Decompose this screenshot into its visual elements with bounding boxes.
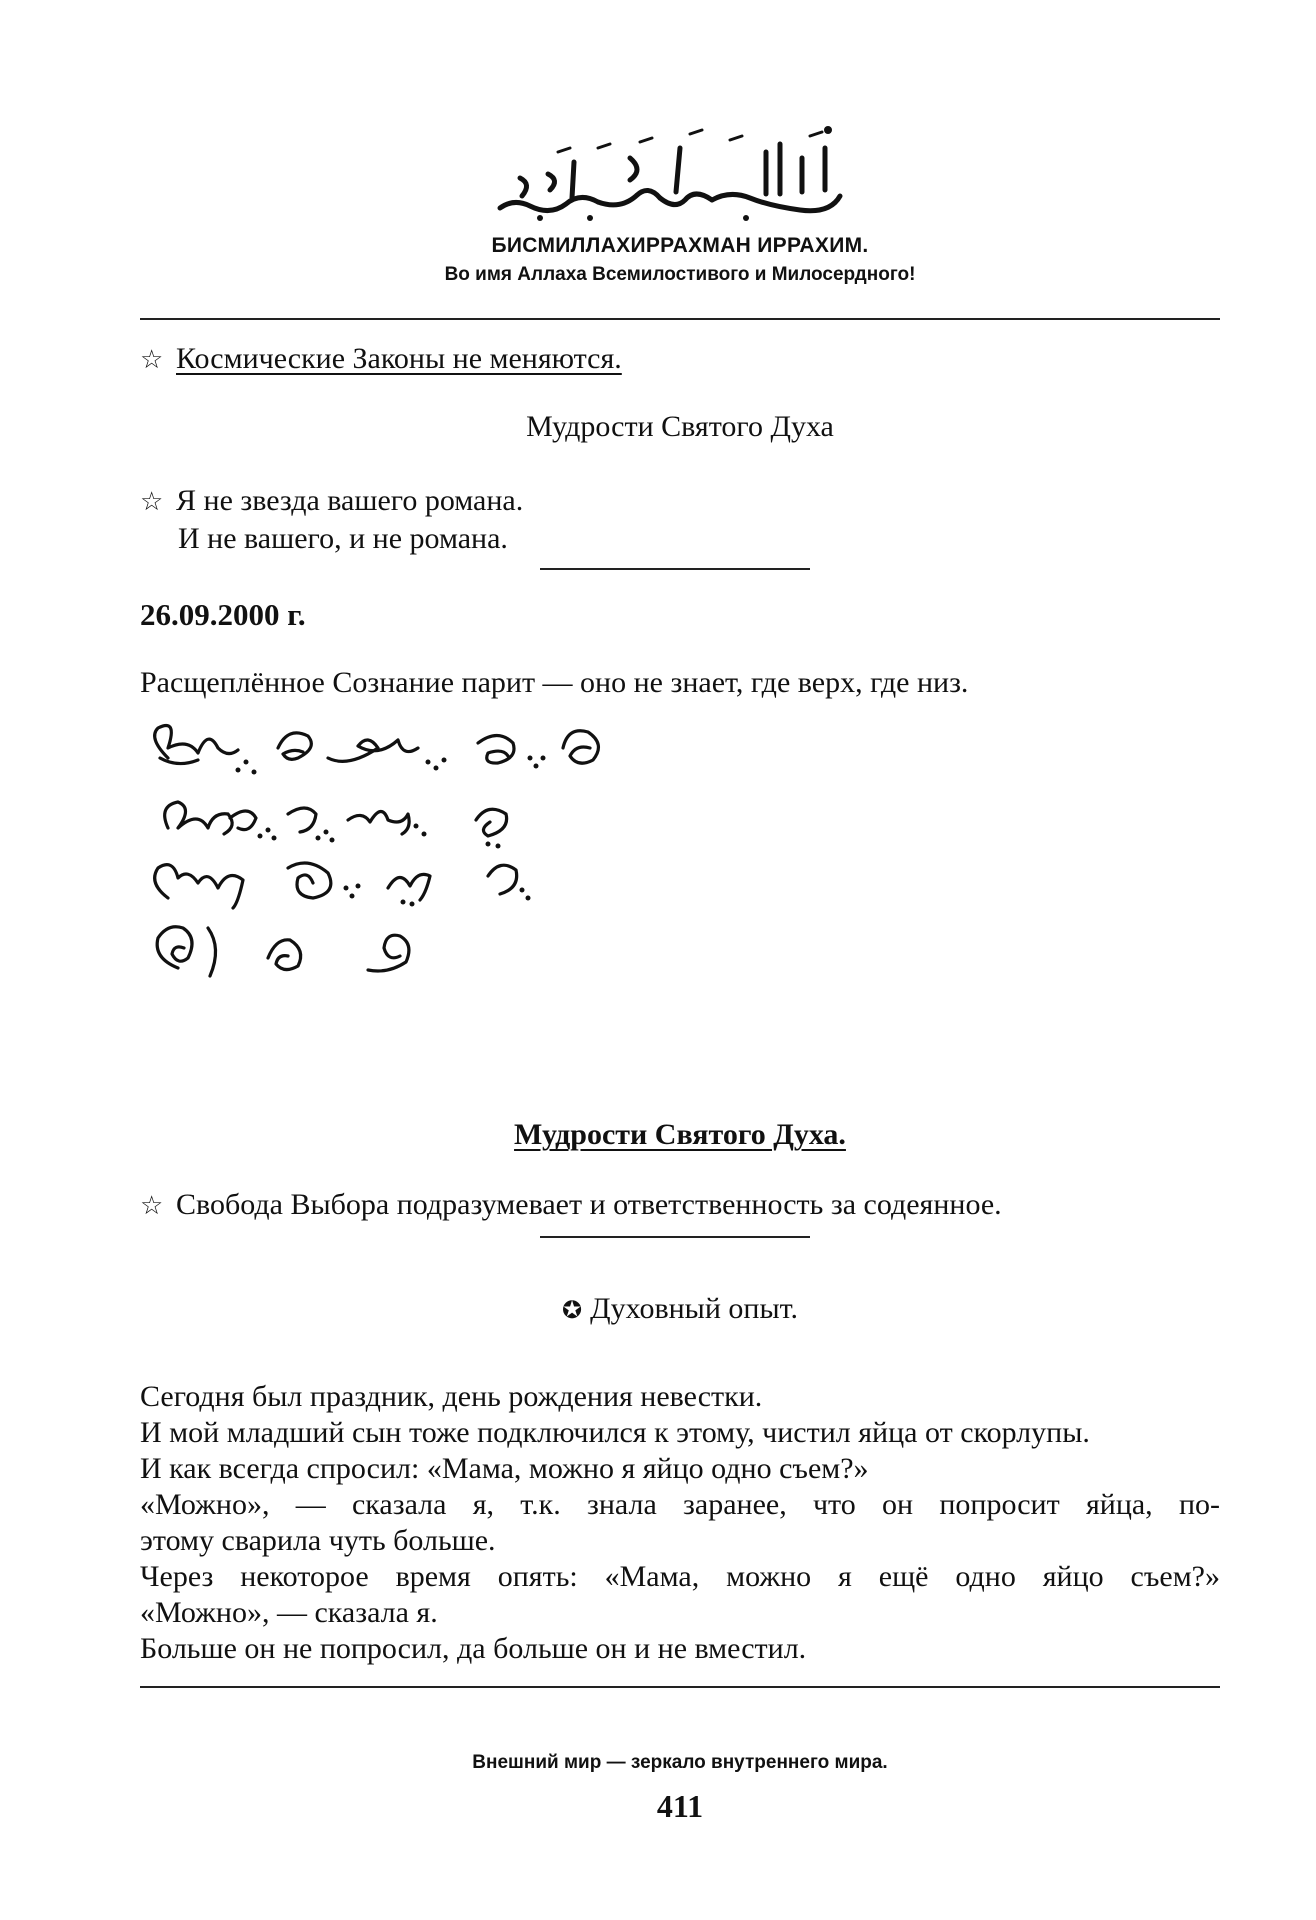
page-number: 411 — [656, 1788, 704, 1824]
aphorism-line-1: Я не звезда вашего романа. — [176, 484, 524, 517]
bismillah-meaning: Во имя Аллаха Всемилостивого и Милосердного! — [444, 264, 916, 285]
story-line: Больше он не попросил, да больше он и не вместил. — [140, 1632, 807, 1665]
story-line: «Можно», — сказала я, т.к. знала заранее, что он попросит яйца, по- — [140, 1488, 1220, 1521]
story-line: И как всегда спросил: «Мама, можно я яйцо одно съем?» — [140, 1452, 869, 1485]
freedom-line — [140, 1188, 1002, 1223]
aphorism-line-2: И не вашего, и не романа. — [178, 522, 508, 555]
experience-title: Духовный опыт. — [590, 1292, 798, 1325]
footer-divider — [140, 1686, 1220, 1688]
star-icon: ☆ — [140, 1191, 164, 1220]
bismillah-transliteration: БИСМИЛЛАХИРРАХМАН ИРРАХИМ. — [491, 234, 869, 257]
star-icon: ☆ — [140, 345, 164, 374]
entry-text: Расщеплённое Сознание парит — оно не знает, где верх, где низ. — [140, 666, 969, 699]
story-line: И мой младший сын тоже подключился к этому, чистил яйца от скорлупы. — [140, 1416, 1090, 1449]
footer-motto: Внешний мир — зеркало внутреннего мира. — [472, 1752, 888, 1773]
circled-star-icon: ✪ — [562, 1298, 583, 1324]
section-divider — [540, 568, 810, 570]
section-divider-2 — [540, 1236, 810, 1238]
bismillah-calligraphy — [480, 118, 860, 228]
story-line: Через некоторое время опять: «Мама, можно я ещё одно яйцо съем?» — [140, 1560, 1220, 1593]
story-line: «Можно», — сказала я. — [140, 1596, 438, 1629]
star-line — [140, 484, 523, 519]
cosmic-laws-line — [140, 342, 622, 377]
entry-date: 26.09.2000 г. — [140, 597, 306, 632]
handwritten-script-drawing — [138, 718, 758, 1068]
experience-title-line — [140, 1292, 1220, 1328]
freedom-text: Свобода Выбора подразумевает и ответственность за содеянное. — [176, 1188, 1002, 1221]
section-title: Мудрости Святого Духа — [526, 410, 834, 443]
story-line: Сегодня был праздник, день рождения невестки. — [140, 1380, 763, 1413]
section-title-2: Мудрости Святого Духа. — [514, 1118, 846, 1151]
story-line: этому сварила чуть больше. — [140, 1524, 496, 1557]
header-divider — [140, 318, 1220, 320]
cosmic-laws-text: Космические Законы не меняются. — [176, 342, 622, 375]
star-icon: ☆ — [140, 487, 164, 516]
